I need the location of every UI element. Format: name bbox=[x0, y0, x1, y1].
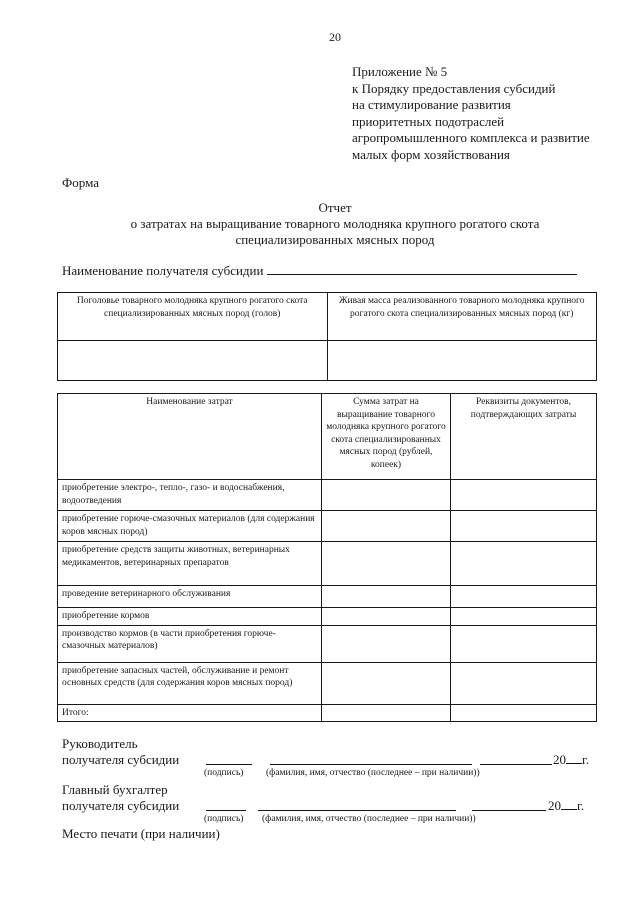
cost-name-cell: приобретение кормов bbox=[58, 608, 322, 626]
head-year bbox=[553, 752, 589, 768]
report-subtitle: специализированных мясных пород bbox=[235, 232, 435, 247]
input-cell[interactable] bbox=[322, 586, 451, 608]
form-label: Форма bbox=[62, 175, 99, 190]
caption-name: (фамилия, имя, отчество (последнее – при наличии)) bbox=[266, 768, 480, 778]
caption-name: (фамилия, имя, отчество (последнее – при наличии)) bbox=[262, 814, 476, 824]
total-input-cell[interactable] bbox=[322, 704, 451, 722]
report-title-block bbox=[0, 200, 640, 248]
table-row bbox=[58, 511, 597, 542]
input-cell[interactable] bbox=[322, 511, 451, 542]
year-suffix: г. bbox=[577, 798, 585, 813]
year-prefix: 20 bbox=[548, 798, 561, 813]
input-cell[interactable] bbox=[451, 662, 597, 704]
head-title: Руководитель bbox=[62, 736, 138, 751]
head-date-input[interactable] bbox=[480, 764, 552, 765]
accountant-title-2: получателя субсидии bbox=[62, 798, 180, 813]
head-name-input[interactable] bbox=[270, 764, 472, 765]
table-row bbox=[58, 480, 597, 511]
accountant-year bbox=[548, 798, 584, 814]
input-cell[interactable] bbox=[451, 480, 597, 511]
recipient-label: Наименование получателя субсидии bbox=[62, 263, 264, 278]
livestock-table bbox=[57, 292, 597, 381]
cost-name-cell: приобретение запасных частей, обслуживание и ремонт основных средств (для содержания коров мясных пород) bbox=[58, 662, 322, 704]
accountant-year-input[interactable] bbox=[561, 809, 577, 810]
head-year-input[interactable] bbox=[566, 763, 582, 764]
input-cell[interactable] bbox=[322, 480, 451, 511]
appendix-line: приоритетных подотраслей bbox=[352, 113, 505, 129]
table-row bbox=[58, 662, 597, 704]
head-signature-input[interactable] bbox=[206, 764, 252, 765]
report-title: Отчет bbox=[318, 200, 352, 215]
input-cell[interactable] bbox=[327, 341, 597, 381]
input-cell[interactable] bbox=[451, 511, 597, 542]
recipient-name-input[interactable] bbox=[267, 262, 577, 275]
appendix-header bbox=[352, 64, 590, 163]
year-prefix: 20 bbox=[553, 752, 566, 767]
appendix-line: Приложение № 5 bbox=[352, 64, 448, 79]
cost-name-cell: приобретение горюче-смазочных материалов (для содержания коров мясных пород) bbox=[58, 511, 322, 542]
head-title-2: получателя субсидии bbox=[62, 752, 180, 767]
costs-table bbox=[57, 393, 597, 722]
cost-name-cell: приобретение электро-, тепло-, газо- и водоснабжения, водоотведения bbox=[58, 480, 322, 511]
accountant-name-input[interactable] bbox=[258, 810, 456, 811]
input-cell[interactable] bbox=[451, 542, 597, 586]
caption-signature: (подпись) bbox=[204, 814, 244, 824]
report-subtitle: о затратах на выращивание товарного молодняка крупного рогатого скота bbox=[130, 216, 540, 231]
accountant-title: Главный бухгалтер bbox=[62, 782, 168, 797]
cost-name-cell: проведение ветеринарного обслуживания bbox=[58, 586, 322, 608]
table-row bbox=[58, 625, 597, 662]
appendix-line: агропромышленного комплекса и развитие bbox=[352, 130, 590, 145]
recipient-field bbox=[62, 262, 577, 279]
input-cell[interactable] bbox=[451, 586, 597, 608]
input-cell[interactable] bbox=[58, 341, 328, 381]
caption-signature: (подпись) bbox=[204, 768, 244, 778]
accountant-signature-input[interactable] bbox=[206, 810, 246, 811]
input-cell[interactable] bbox=[322, 608, 451, 626]
header-cell: Живая масса реализованного товарного молодняка крупного рогатого скота специализированных мясных пород (кг) bbox=[327, 293, 597, 341]
cost-name-cell: приобретение средств защиты животных, ветеринарных медикаментов, ветеринарных препаратов bbox=[58, 542, 322, 586]
cost-name-cell: производство кормов (в части приобретения горюче-смазочных материалов) bbox=[58, 625, 322, 662]
header-cell: Сумма затрат на выращивание товарного молодняка крупного рогатого скота специализированных мясных пород (рублей, копеек) bbox=[322, 394, 451, 480]
total-row bbox=[58, 704, 597, 722]
header-cell: Поголовье товарного молодняка крупного рогатого скота специализированных мясных пород (голов) bbox=[58, 293, 328, 341]
table-row bbox=[58, 542, 597, 586]
total-input-cell[interactable] bbox=[451, 704, 597, 722]
header-cell: Наименование затрат bbox=[58, 394, 322, 480]
table-row bbox=[58, 608, 597, 626]
year-suffix: г. bbox=[582, 752, 590, 767]
appendix-line: на стимулирование развития bbox=[352, 97, 511, 112]
input-cell[interactable] bbox=[322, 625, 451, 662]
seal-label: Место печати (при наличии) bbox=[62, 826, 220, 841]
appendix-line: малых форм хозяйствования bbox=[352, 146, 510, 162]
header-cell: Реквизиты документов, подтверждающих затраты bbox=[451, 394, 597, 480]
input-cell[interactable] bbox=[451, 608, 597, 626]
input-cell[interactable] bbox=[322, 542, 451, 586]
input-cell[interactable] bbox=[322, 662, 451, 704]
table-row bbox=[58, 586, 597, 608]
total-label: Итого: bbox=[58, 704, 322, 722]
page-number: 20 bbox=[329, 30, 341, 44]
input-cell[interactable] bbox=[451, 625, 597, 662]
accountant-date-input[interactable] bbox=[472, 810, 546, 811]
appendix-line: к Порядку предоставления субсидий bbox=[352, 80, 556, 96]
